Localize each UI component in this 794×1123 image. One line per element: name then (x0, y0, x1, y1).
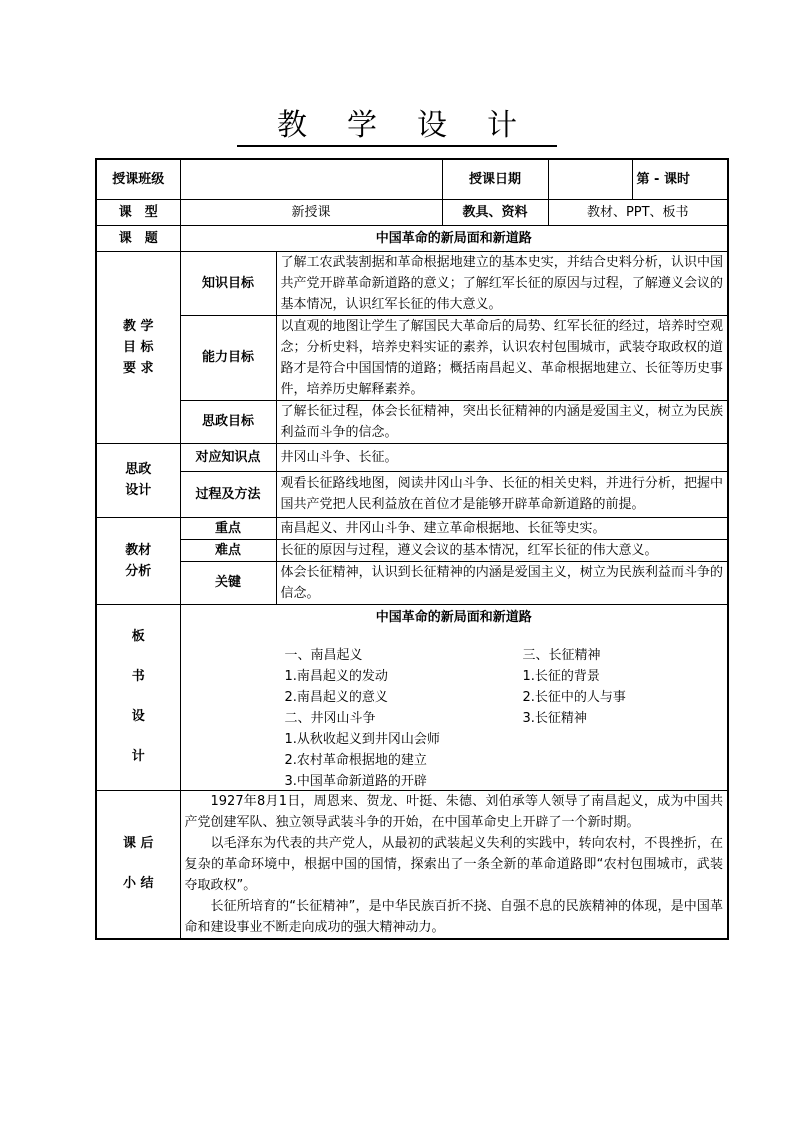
objectives-label: 教 学 目 标 要 求 (96, 251, 180, 443)
ideology-goal-label: 思政目标 (180, 400, 276, 443)
process-method-text: 观看长征路线地图，阅读井冈山斗争、长征的相关史料，并进行分析，把握中国共产党把人民利益放在首位才是能够开辟革命新道路的前提。 (276, 471, 728, 517)
board-line: 2.长征中的人与事 (522, 689, 626, 705)
topic-label: 课 题 (96, 225, 180, 251)
critical-label: 关键 (180, 561, 276, 604)
board-line: 二、井冈山斗争 (284, 710, 376, 726)
board-line: 2.南昌起义的意义 (284, 689, 388, 705)
board-line: 1.从秋收起义到井冈山会师 (284, 731, 440, 747)
board-left-column (285, 645, 440, 792)
summary-paragraph: 1927年8月1日，周恩来、贺龙、叶挺、朱德、刘伯承等人领导了南昌起义，成为中国共产党创建军队、独立领导武装斗争的开始，在中国革命史上开辟了一个新时期。 (184, 793, 723, 830)
ideology-goal-text: 了解长征过程，体会长征精神，突出长征精神的内涵是爱国主义，树立为民族利益而斗争的信念。 (276, 400, 728, 443)
tools-value: 教材、PPT、板书 (548, 199, 728, 225)
board-design (180, 604, 728, 790)
objective-row (96, 315, 728, 400)
analysis-row (96, 561, 728, 604)
type-label: 课 型 (96, 199, 180, 225)
critical-text: 体会长征精神，认识到长征精神的内涵是爱国主义，树立为民族利益而斗争的信念。 (276, 561, 728, 604)
summary-paragraph: 以毛泽东为代表的共产党人，从最初的武装起义失利的实践中，转向农村，不畏挫折，在复杂的革命环境中，根据中国的国情，探索出了一条全新的革命道路即“农村包围城市，武装夺取政权”。 (184, 835, 723, 893)
analysis-label: 教材 分析 (96, 517, 180, 604)
analysis-row (96, 539, 728, 561)
period-label: 第 - 课时 (632, 159, 728, 199)
knowledge-point-label: 对应知识点 (180, 443, 276, 471)
date-value (548, 159, 632, 199)
knowledge-goal-label: 知识目标 (180, 251, 276, 315)
board-line: 3.中国革命新道路的开辟 (284, 773, 427, 789)
header-row (96, 159, 728, 199)
topic-row (96, 225, 728, 251)
objective-row (96, 251, 728, 315)
board-line: 2.农村革命根据地的建立 (284, 752, 427, 768)
summary-label: 课 后 小 结 (96, 790, 180, 939)
analysis-row (96, 517, 728, 539)
process-method-label: 过程及方法 (180, 471, 276, 517)
knowledge-goal-text: 了解工农武装割据和革命根据地建立的基本史实，并结合史料分析，认识中国共产党开辟革命新道路的意义；了解红军长征的原因与过程，了解遵义会议的基本情况，认识红军长征的伟大意义。 (276, 251, 728, 315)
board-line: 1.长征的背景 (522, 668, 600, 684)
board-line: 三、长征精神 (522, 647, 601, 663)
board-row (96, 604, 728, 790)
type-row (96, 199, 728, 225)
key-point-text: 南昌起义、井冈山斗争、建立革命根据地、长征等史实。 (276, 517, 728, 539)
board-right-column (523, 645, 626, 729)
summary-text (180, 790, 728, 939)
board-line: 一、南昌起义 (284, 647, 363, 663)
summary-row (96, 790, 728, 939)
board-line: 3.长征精神 (522, 710, 587, 726)
date-label: 授课日期 (442, 159, 548, 199)
ability-goal-text: 以直观的地图让学生了解国民大革命后的局势、红军长征的经过，培养时空观念；分析史料，培养史料实证的素养，认识农村包围城市，武装夺取政权的道路才是符合中国国情的道路；概括南昌起义、革命根据地建立、长征等历史事件，培养历史解释素养。 (276, 315, 728, 400)
summary-paragraph: 长征所培育的“长征精神”，是中华民族百折不挠、自强不息的民族精神的体现，是中国革命和建设事业不断走向成功的强大精神动力。 (184, 898, 723, 935)
page-title: 教学设计 (0, 100, 794, 144)
ability-goal-label: 能力目标 (180, 315, 276, 400)
ideology-row (96, 471, 728, 517)
key-point-label: 重点 (180, 517, 276, 539)
class-value (180, 159, 442, 199)
board-line: 1.南昌起义的发动 (284, 668, 388, 684)
board-title: 中国革命的新局面和新道路 (375, 609, 532, 625)
board-label: 板 书 设 计 (96, 604, 180, 790)
ideology-row (96, 443, 728, 471)
type-value: 新授课 (180, 199, 442, 225)
difficulty-label: 难点 (180, 539, 276, 561)
tools-label: 教具、资料 (442, 199, 548, 225)
lesson-plan-table (95, 158, 729, 940)
topic-value: 中国革命的新局面和新道路 (180, 225, 728, 251)
knowledge-point-text: 井冈山斗争、长征。 (276, 443, 728, 471)
ideology-label: 思政 设计 (96, 443, 180, 517)
objective-row (96, 400, 728, 443)
difficulty-text: 长征的原因与过程，遵义会议的基本情况，红军长征的伟大意义。 (276, 539, 728, 561)
class-label: 授课班级 (96, 159, 180, 199)
